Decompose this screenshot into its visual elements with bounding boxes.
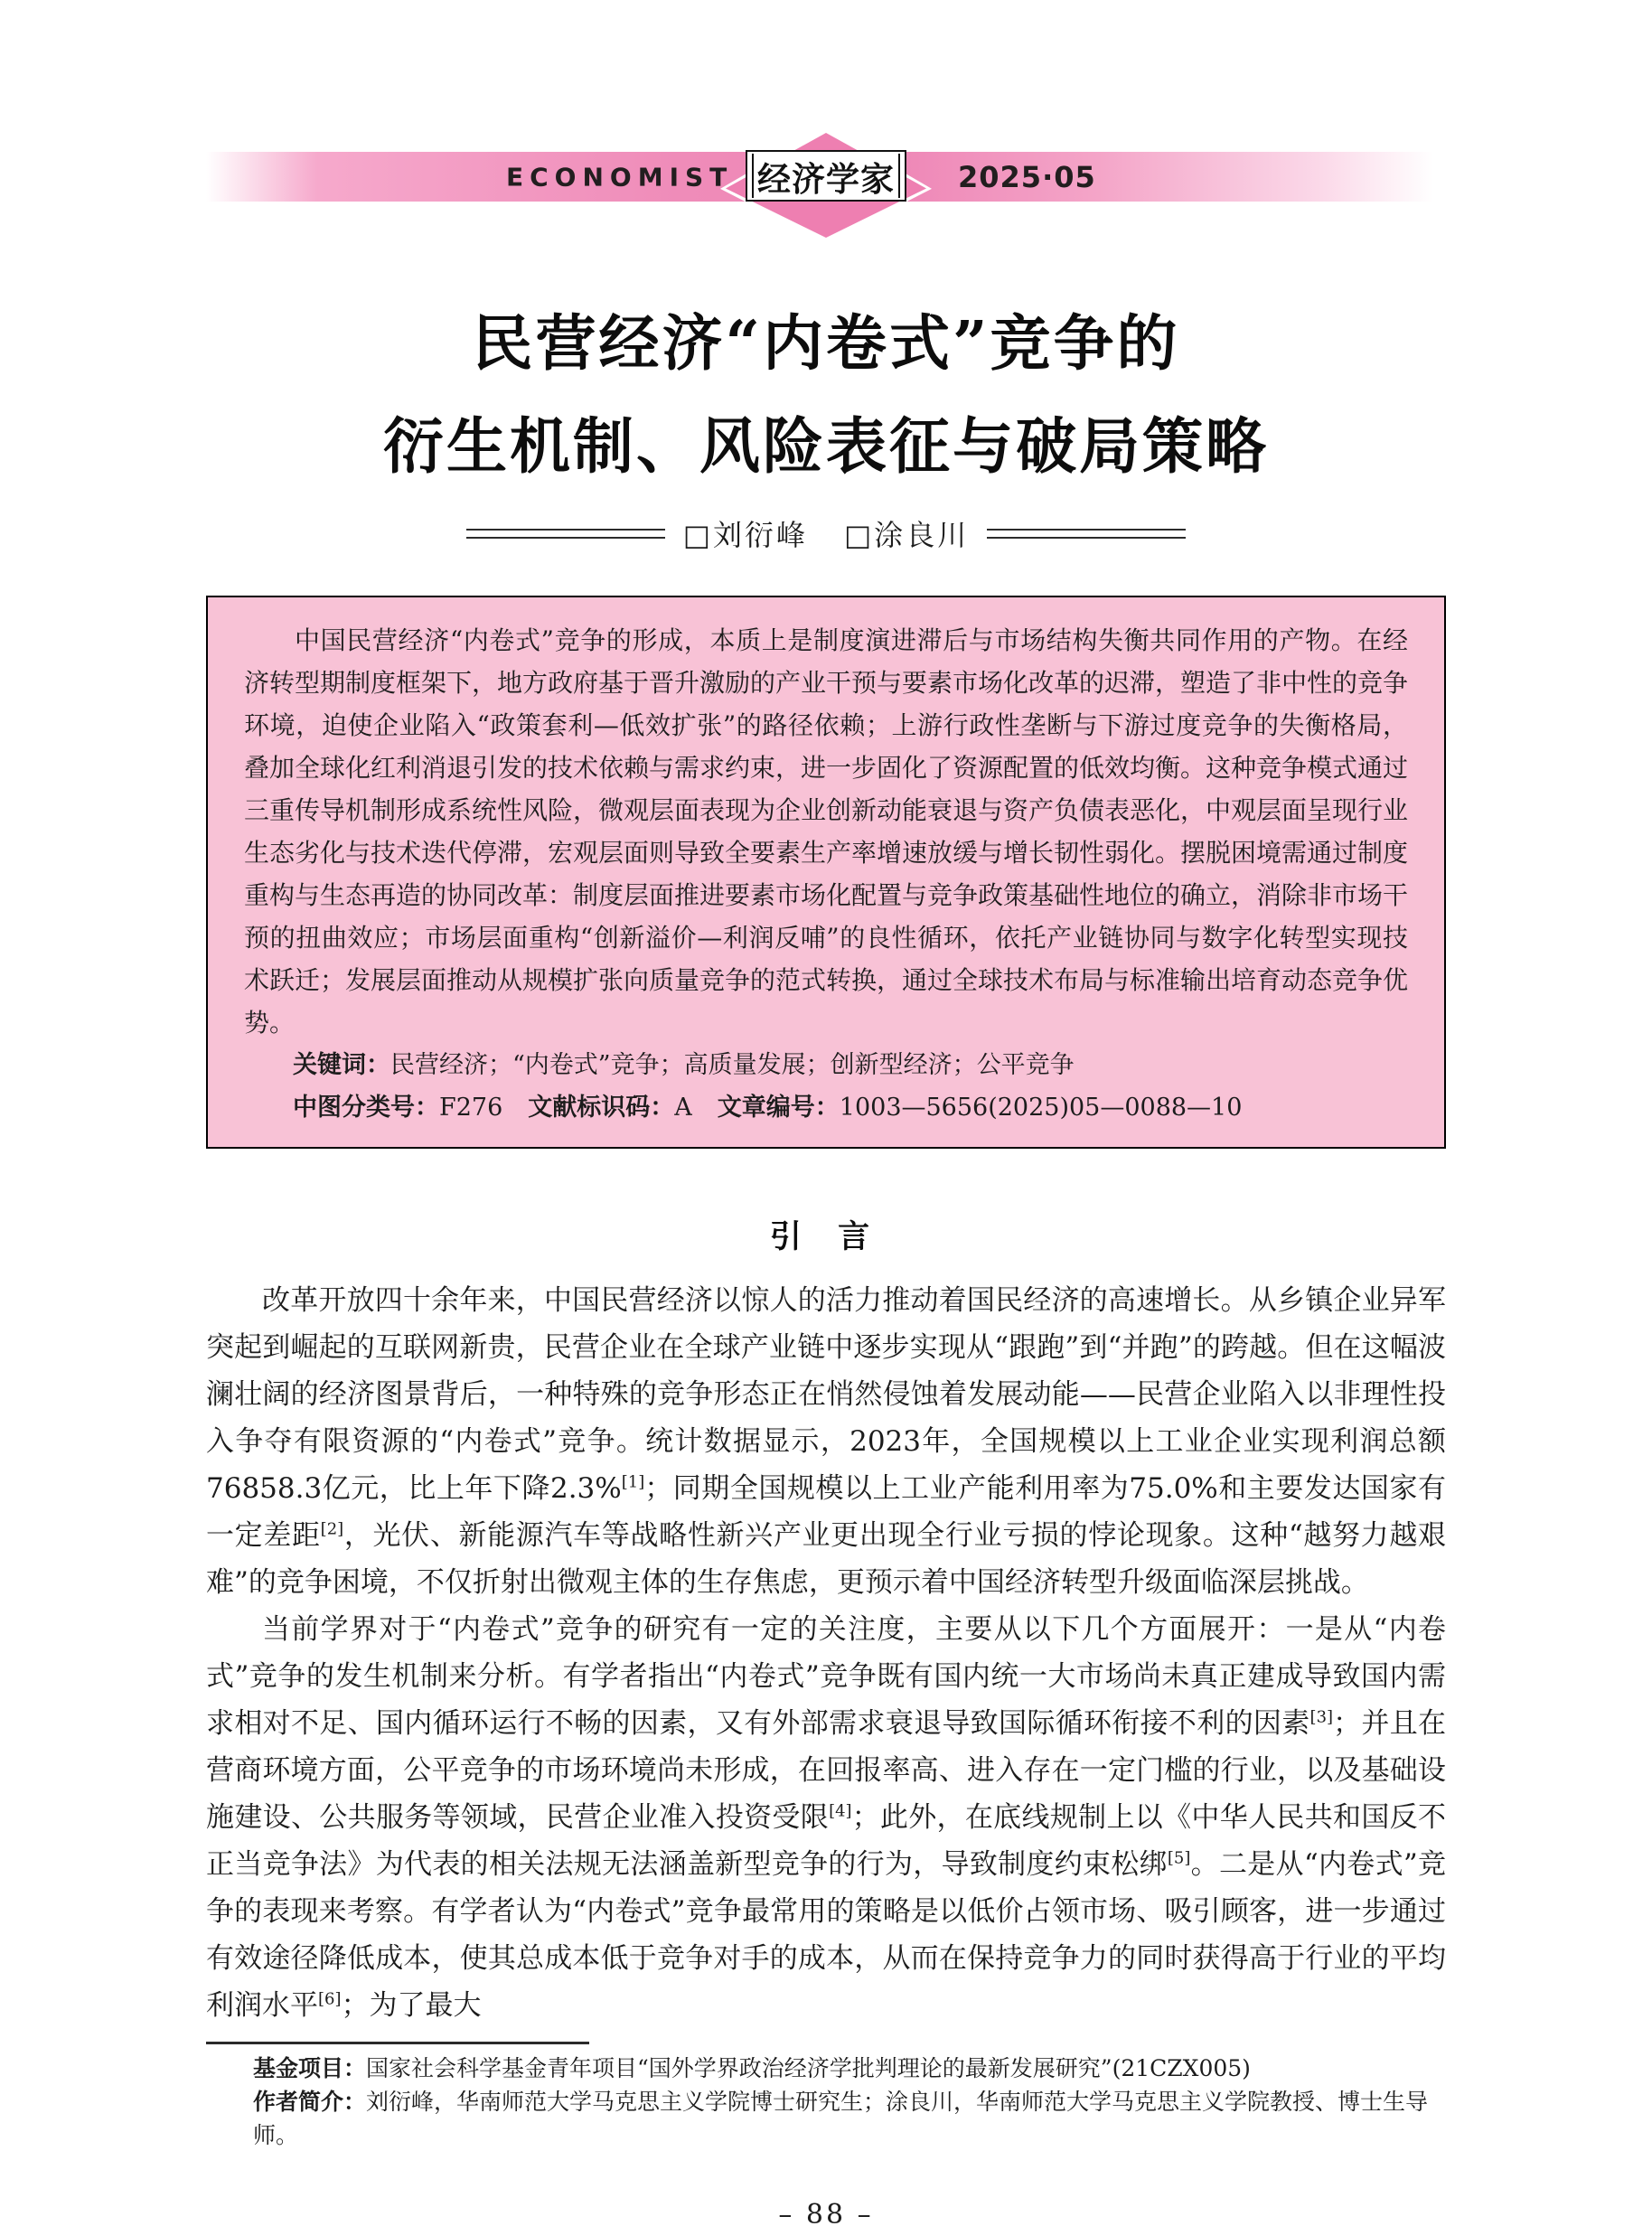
journal-issue: 2025·05 [958, 159, 1096, 194]
footnote-fund [253, 2052, 1446, 2085]
author-1: □刘衍峰 [682, 518, 808, 552]
article-id-label: 文章编号： [717, 1094, 840, 1122]
doc-code-label: 文献标识码： [528, 1094, 675, 1122]
journal-name-en: ECONOMIST [506, 162, 734, 192]
section-heading-intro: 引 言 [769, 1219, 883, 1255]
body-paragraph-1: 改革开放四十余年来，中国民营经济以惊人的活力推动着国民经济的高速增长。从乡镇企业异军突起到崛起的互联网新贵，民营企业在全球产业链中逐步实现从“跟跑”到“并跑”的跨越。但在这幅波澜壮阔的经济图景背后，一种特殊的竞争形态正在悄然侵蚀着发展动能——民营企业陷入以非理性投入争夺有限资源的“内卷式”竞争。统计数据显示，2023年，全国规模以上工业企业实现利润总额76858.3亿元，比上年下降2.3%[1]；同期全国规模以上工业产能利用率为75.0%和主要发达国家有一定差距[2]，光伏、新能源汽车等战略性新兴产业更出现全行业亏损的悖论现象。这种“越努力越艰难”的竞争困境，不仅折射出微观主体的生存焦虑，更预示着中国经济转型升级面临深层挑战。 [206, 1284, 1446, 1599]
footnote-bio [253, 2085, 1446, 2152]
author-2: □涂良川 [844, 518, 970, 552]
authors-row [206, 512, 1446, 554]
article-title-line2: 衍生机制、风险表征与破局策略 [383, 410, 1269, 482]
doc-code-value: A [674, 1094, 692, 1122]
keywords-value: 民营经济；“内卷式”竞争；高质量发展；创新型经济；公平竞争 [390, 1051, 1075, 1079]
keywords-label: 关键词： [293, 1051, 390, 1079]
classification-line [244, 1086, 1408, 1129]
author-rule-left [466, 529, 665, 539]
article-id-value: 1003—5656(2025)05—0088—10 [839, 1094, 1243, 1122]
footnotes [206, 2052, 1446, 2152]
fund-label: 基金项目： [253, 2055, 367, 2081]
article-title-line1: 民营经济“内卷式”竞争的 [472, 307, 1180, 379]
bio-text: 刘衍峰，华南师范大学马克思主义学院博士研究生；涂良川，华南师范大学马克思主义学院教授、博士生导师。 [253, 2089, 1429, 2148]
clc-label: 中图分类号： [293, 1094, 439, 1122]
journal-logo-badge [720, 127, 932, 243]
footnote-separator [206, 2042, 589, 2044]
author-rule-right [987, 529, 1186, 539]
clc-value: F276 [439, 1094, 503, 1122]
body-paragraph-2: 当前学界对于“内卷式”竞争的研究有一定的关注度，主要从以下几个方面展开：一是从“内卷式”竞争的发生机制来分析。有学者指出“内卷式”竞争既有国内统一大市场尚未真正建成导致国内需求相对不足、国内循环运行不畅的因素，又有外部需求衰退导致国际循环衔接不利的因素[3]；并且在营商环境方面，公平竞争的市场环境尚未形成，在回报率高、进入存在一定门槛的行业，以及基础设施建设、公共服务等领域，民营企业准入投资受限[4]；此外，在底线规制上以《中华人民共和国反不正当竞争法》为代表的相关法规无法涵盖新型竞争的行为，导致制度约束松绑[5]。二是从“内卷式”竞争的表现来考察。有学者认为“内卷式”竞争最常用的策略是以低价占领市场、吸引顾客，进一步通过有效途径降低成本，使其总成本低于竞争对手的成本，从而在保持竞争力的同时获得高于行业的平均利润水平[6]；为了最大 [206, 1613, 1447, 2022]
keywords-line [244, 1044, 1408, 1086]
article-title [206, 292, 1446, 498]
fund-text: 国家社会科学基金青年项目“国外学界政治经济学批判理论的最新发展研究”(21CZX005) [366, 2055, 1251, 2081]
journal-name-cn: 经济学家 [746, 150, 906, 202]
page-number: – 88 – [778, 2199, 874, 2226]
content-column [206, 152, 1446, 2226]
journal-header-bar [206, 152, 1446, 202]
abstract-box [206, 596, 1446, 1149]
abstract-text: 中国民营经济“内卷式”竞争的形成，本质上是制度演进滞后与市场结构失衡共同作用的产物。在经济转型期制度框架下，地方政府基于晋升激励的产业干预与要素市场化改革的迟滞，塑造了非中性的竞争环境，迫使企业陷入“政策套利—低效扩张”的路径依赖；上游行政性垄断与下游过度竞争的失衡格局，叠加全球化红利消退引发的技术依赖与需求约束，进一步固化了资源配置的低效均衡。这种竞争模式通过三重传导机制形成系统性风险，微观层面表现为企业创新动能衰退与资产负债表恶化，中观层面呈现行业生态劣化与技术迭代停滞，宏观层面则导致全要素生产率增速放缓与增长韧性弱化。摆脱困境需通过制度重构与生态再造的协同改革：制度层面推进要素市场化配置与竞争政策基础性地位的确立，消除非市场干预的扭曲效应；市场层面重构“创新溢价—利润反哺”的良性循环，依托产业链协同与数字化转型实现技术跃迁；发展层面推动从规模扩张向质量竞争的范式转换，通过全球技术布局与标准输出培育动态竞争优势。 [244, 625, 1409, 1038]
bio-label: 作者简介： [253, 2089, 367, 2115]
